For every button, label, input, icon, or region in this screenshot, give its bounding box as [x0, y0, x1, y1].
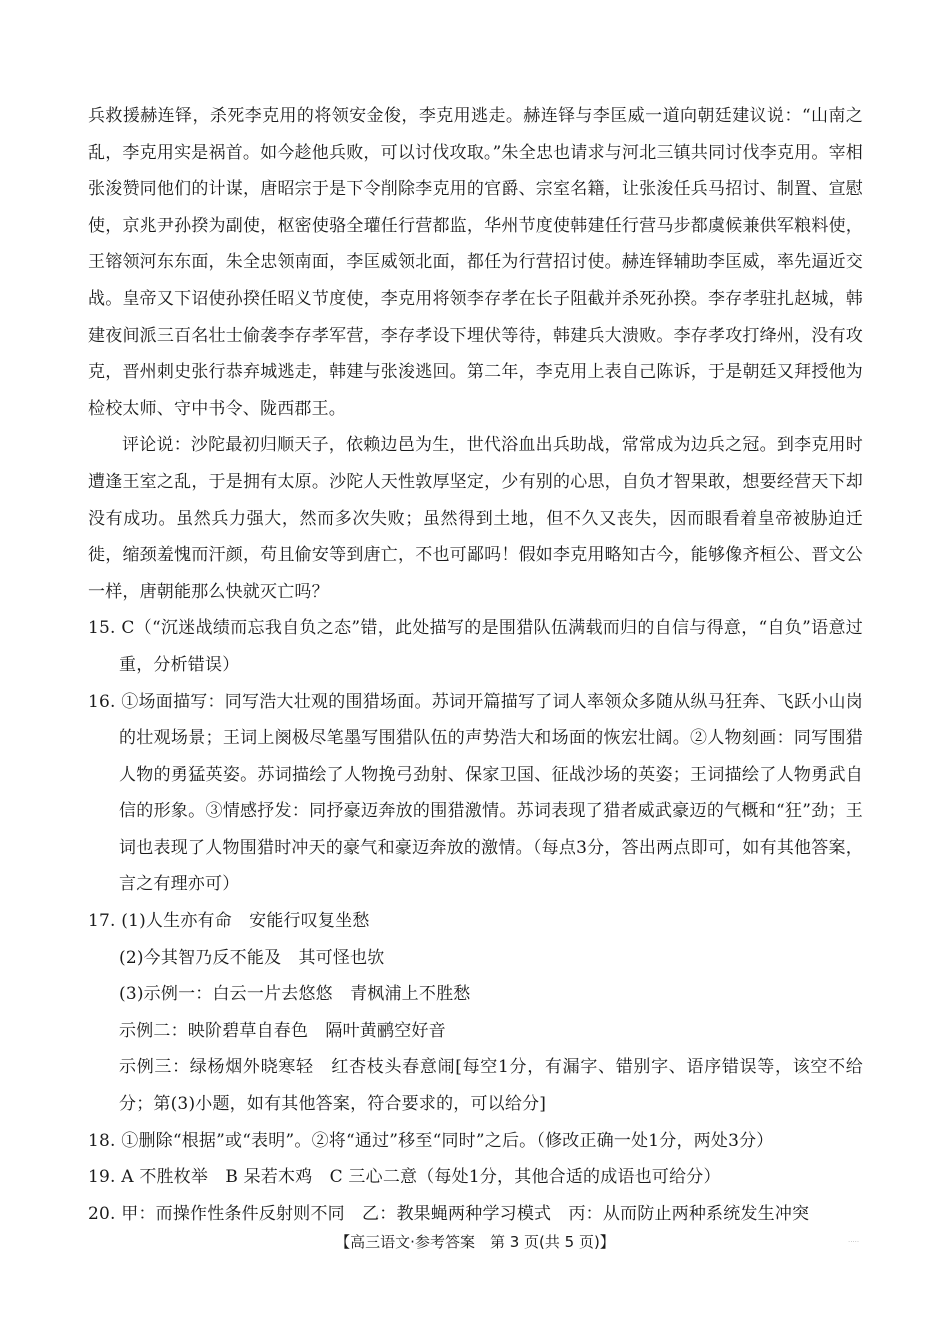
page-footer: 【高三语文·参考答案 第 3 页(共 5 页)】	[335, 1233, 615, 1251]
page-content	[88, 98, 863, 1232]
answer-17-example-3: 示例三：绿杨烟外晓寒轻 红杏枝头春意闹[每空1分，有漏字、错别字、语序错误等，该空不给分；第(3)小题，如有其他答案，符合要求的，可以给分]	[119, 1057, 863, 1115]
answer-16: 16. ①场面描写：同写浩大壮观的围猎场面。苏词开篇描写了词人率领众多随从纵马狂奔、飞跃小山岗的壮观场景；王词上阕极尽笔墨写围猎队伍的声势浩大和场面的恢宏壮阔。②人物刻画：同写围猎人物的勇猛英姿。苏词描绘了人物挽弓劲射、保家卫国、征战沙场的英姿；王词描绘了人物勇武自信的形象。③情感抒发：同抒豪迈奔放的围猎激情。苏词表现了猎者威武豪迈的气概和“狂”劲；王词也表现了人物围猎时冲天的豪气和豪迈奔放的激情。（每点3分，答出两点即可，如有其他答案，言之有理亦可）	[88, 691, 863, 895]
answer-17-part-2: (2)今其智乃反不能及 其可怪也欤	[119, 947, 385, 968]
answer-17-part-3: (3)示例一：白云一片去悠悠 青枫浦上不胜愁	[119, 984, 471, 1005]
translation-paragraph-2: 评论说：沙陀最初归顺天子，依赖边邑为生，世代浴血出兵助战，常常成为边兵之冠。到李克用时遭逢王室之乱，于是拥有太原。沙陀人天性敦厚坚定，少有别的心思，自负才智果敢，想要经营天下却没有成功。虽然兵力强大，然而多次失败；虽然得到土地，但不久又丧失，因而眼看着皇帝被胁迫迁徙，缩颈羞愧而汗颜，苟且偷安等到唐亡，不也可鄙吗！假如李克用略知古今，能够像齐桓公、晋文公一样，唐朝能那么快就灭亡吗？	[88, 435, 863, 602]
answer-18: 18. ①删除“根据”或“表明”。②将“通过”移至“同时”之后。（修改正确一处1分，两处3分）	[88, 1130, 774, 1151]
translation-paragraph-1: 兵救援赫连铎，杀死李克用的将领安金俊，李克用逃走。赫连铎与李匡威一道向朝廷建议说：“山南之乱，李克用实是祸首。如今趁他兵败，可以讨伐攻取。”朱全忠也请求与河北三镇共同讨伐李克用。宰相张浚赞同他们的计谋，唐昭宗于是下令削除李克用的官爵、宗室名籍，让张浚任兵马招讨、制置、宣慰使，京兆尹孙揆为副使，枢密使骆全瓘任行营都监，华州节度使韩建任行营马步都虞候兼供军粮料使，王镕领河东东面，朱全忠领南面，李匡威领北面，都任为行营招讨使。赫连铎辅助李匡威，率先逼近交战。皇帝又下诏使孙揆任昭义节度使，李克用将领李存孝在长子阻截并杀死孙揆。李存孝驻扎赵城，韩建夜间派三百名壮士偷袭李存孝军营，李存孝设下埋伏等待，韩建兵大溃败。李存孝攻打绛州，没有攻克，晋州刺史张行恭弃城逃走，韩建与张浚逃回。第二年，李克用上表自己陈诉，于是朝廷又拜授他为检校太师、守中书令、陇西郡王。	[88, 106, 863, 419]
scan-mark: .....	[848, 1236, 860, 1244]
answer-19: 19. A 不胜枚举 B 呆若木鸡 C 三心二意（每处1分，其他合适的成语也可给分）	[88, 1167, 721, 1188]
answer-17-part-1: 17. (1)人生亦有命 安能行叹复坐愁	[88, 911, 370, 932]
answer-17-example-2: 示例二：映阶碧草自春色 隔叶黄鹂空好音	[119, 1020, 446, 1041]
answer-15: 15. C（“沉迷战绩而忘我自负之态”错，此处描写的是围猎队伍满载而归的自信与得意，“自负”语意过重，分析错误）	[88, 618, 863, 675]
answer-20: 20. 甲：而操作性条件反射则不同 乙：教果蝇两种学习模式 丙：从而防止两种系统发生冲突	[88, 1203, 810, 1224]
